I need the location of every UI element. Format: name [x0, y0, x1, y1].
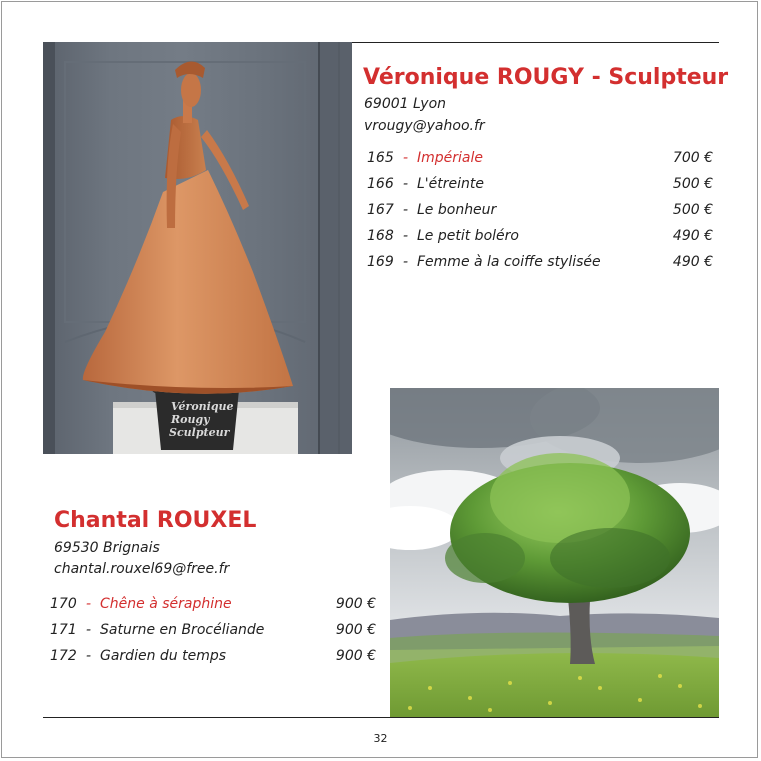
artist-city-rougy: 69001 Lyon [364, 96, 447, 112]
work-item [50, 596, 376, 622]
work-item [367, 202, 713, 228]
work-title: L'étreinte [417, 176, 484, 192]
work-title: Chêne à séraphine [100, 596, 232, 612]
work-separator: - [403, 176, 409, 192]
work-separator: - [403, 228, 409, 244]
work-item [367, 176, 713, 202]
work-separator: - [403, 150, 409, 166]
work-price: 900 € [335, 596, 376, 612]
work-title: Le petit boléro [417, 228, 519, 244]
work-number: 166 [367, 176, 394, 192]
work-price: 900 € [335, 648, 376, 664]
work-number: 170 [50, 596, 77, 612]
work-price: 700 € [672, 150, 713, 166]
work-separator: - [86, 596, 92, 612]
work-title: Gardien du temps [100, 648, 227, 664]
signature-line-3: Sculpteur [169, 426, 230, 439]
sculpture-photo [43, 42, 352, 454]
work-number: 167 [367, 202, 394, 218]
page-number: 32 [373, 732, 388, 745]
work-number: 165 [367, 150, 394, 166]
artist-name-rougy: Véronique ROUGY - Sculpteur [363, 65, 729, 90]
work-item [50, 648, 376, 674]
work-number: 168 [367, 228, 394, 244]
work-number: 171 [50, 622, 77, 638]
work-price: 900 € [335, 622, 376, 638]
artist-city-rouxel: 69530 Brignais [54, 540, 160, 556]
artist-email-rougy[interactable]: vrougy@yahoo.fr [364, 118, 485, 134]
artist-email-rouxel[interactable]: chantal.rouxel69@free.fr [54, 561, 230, 577]
work-price: 500 € [672, 176, 713, 192]
work-price: 500 € [672, 202, 713, 218]
work-separator: - [86, 622, 92, 638]
work-item [367, 254, 713, 280]
work-number: 172 [50, 648, 77, 664]
signature-line-1: Véronique [171, 400, 234, 413]
work-title: Saturne en Brocéliande [100, 622, 265, 638]
work-separator: - [86, 648, 92, 664]
tree-painting [390, 388, 719, 717]
work-title: Impériale [417, 150, 483, 166]
signature-line-2: Rougy [171, 413, 210, 426]
work-separator: - [403, 202, 409, 218]
work-price: 490 € [672, 254, 713, 270]
work-item [367, 228, 713, 254]
work-number: 169 [367, 254, 394, 270]
works-list-rouxel [50, 596, 376, 674]
works-list-rougy [367, 150, 713, 280]
work-title: Femme à la coiffe stylisée [417, 254, 601, 270]
work-item [50, 622, 376, 648]
work-price: 490 € [672, 228, 713, 244]
bottom-rule [43, 717, 719, 718]
work-separator: - [403, 254, 409, 270]
work-item [367, 150, 713, 176]
artist-name-rouxel: Chantal ROUXEL [54, 508, 257, 533]
work-title: Le bonheur [417, 202, 497, 218]
